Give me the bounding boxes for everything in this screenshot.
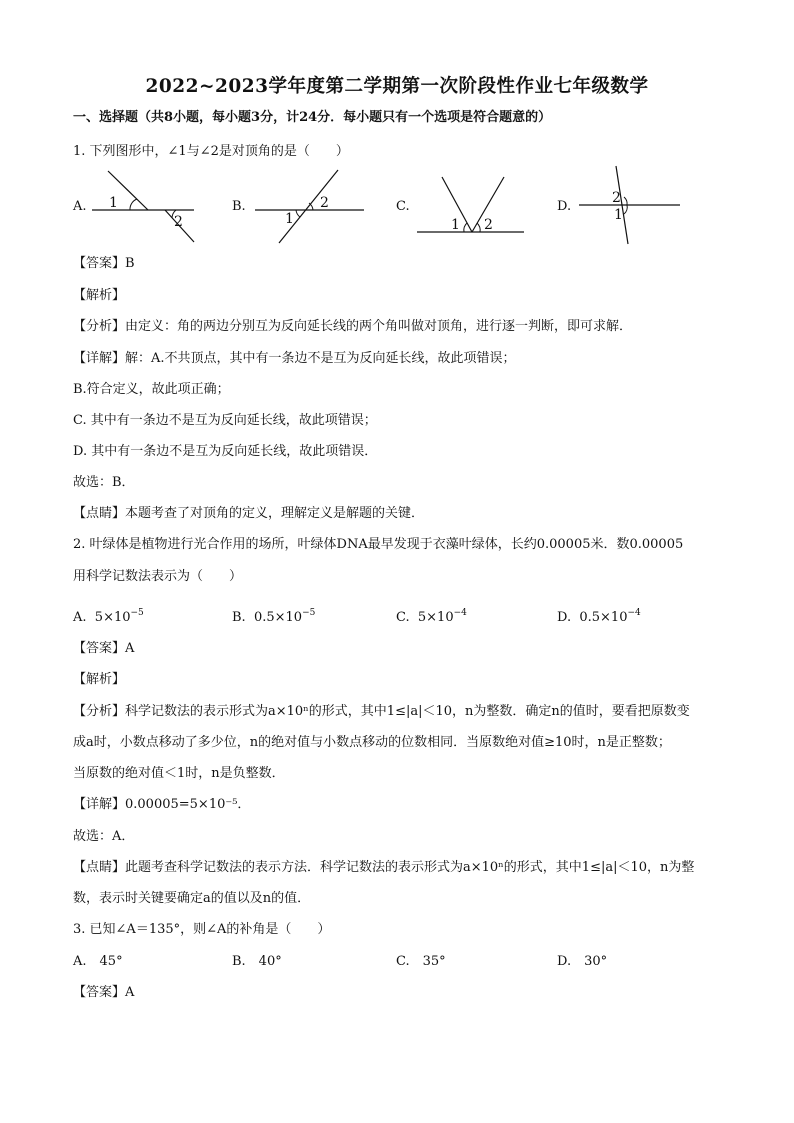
q2-option-c-exponent: −4 (453, 608, 467, 618)
q1-detail: 【详解】解：A.不共顶点，其中有一条边不是互为反向延长线，故此项错误； (73, 351, 516, 366)
q1-comment: 【点睛】本题考查了对顶角的定义，理解定义是解题的关键． (73, 506, 425, 521)
figure-c-angle-2: 2 (484, 217, 493, 233)
figure-d-angle-1: 1 (614, 207, 623, 223)
figure-b-arc-1 (296, 210, 300, 217)
q2-option-d (557, 604, 641, 627)
page-title: 2022~2023学年度第二学期第一次阶段性作业七年级数学 (145, 76, 649, 97)
q2-option-d-base: 0.5×10 (579, 610, 628, 625)
q2-option-c-label: C. (396, 610, 410, 625)
q2-fenxi-line-1: 【分析】科学记数法的表示形式为a×10ⁿ的形式，其中1≤|a|＜10，n为整数．确定n的值时，要看把原数变 (73, 704, 690, 719)
figure-a-angle-1: 1 (109, 195, 118, 211)
q2-option-a-base: 5×10 (94, 610, 131, 625)
figure-c-arc-1 (464, 223, 467, 232)
figure-d-angle-2: 2 (612, 190, 621, 206)
q1-figure-b (252, 168, 372, 248)
q2-choose: 故选：A． (73, 829, 135, 844)
q2-option-b-base: 0.5×10 (253, 610, 303, 625)
q2-detail: 【详解】0.00005=5×10⁻⁵． (73, 797, 251, 812)
q2-comment-line-1: 【点睛】此题考查科学记数法的表示方法．科学记数法的表示形式为a×10ⁿ的形式，其中1≤|a|＜10，n为整 (73, 860, 695, 875)
q1-option-a-label: A. (73, 199, 87, 214)
q1-option-c-label: C. (396, 199, 410, 214)
q2-option-c (396, 604, 467, 627)
q2-answer: 【答案】A (73, 641, 135, 656)
q1-line-d: D. 其中有一条边不是互为反向延长线，故此项错误． (73, 444, 378, 459)
q3-option-a: A. 45° (73, 954, 123, 969)
q3-option-d: D. 30° (557, 954, 608, 969)
q1-answer: 【答案】B (73, 256, 135, 271)
q1-figure-c (414, 174, 530, 240)
q1-figure-d (576, 164, 686, 248)
q2-fenxi-line-2: 成a时，小数点移动了多少位，n的绝对值与小数点移动的位数相同．当原数绝对值≥10时，n是正整数； (73, 735, 671, 750)
q3-answer: 【答案】A (73, 985, 135, 1000)
figure-d-arc-2 (624, 197, 627, 205)
q1-option-b-label: B. (232, 199, 246, 214)
q3-stem: 3. 已知∠A＝135°，则∠A的补角是（ ） (73, 922, 331, 937)
q3-option-b: B. 40° (232, 954, 282, 969)
q1-option-d-label: D. (557, 199, 572, 214)
q2-stem-line-1: 2. 叶绿体是植物进行光合作用的场所，叶绿体DNA最早发现于衣藻叶绿体，长约0.00005米．数0.00005 (73, 537, 684, 552)
figure-d-arc-1 (624, 205, 627, 214)
q1-line-b: B.符合定义，故此项正确； (73, 382, 230, 397)
figure-c-arc-2 (477, 223, 480, 232)
q2-option-a-exponent: −5 (130, 608, 144, 618)
q2-option-a (73, 604, 144, 627)
q2-analysis-heading: 【解析】 (73, 672, 126, 687)
q2-option-b-label: B. (232, 610, 246, 625)
q2-comment-line-2: 数，表示时关键要确定a的值以及n的值． (73, 891, 311, 906)
q1-choose: 故选：B． (73, 475, 135, 490)
q2-option-a-label: A. (73, 610, 87, 625)
section-heading: 一、选择题（共8小题，每小题3分，计24分．每小题只有一个选项是符合题意的） (73, 110, 552, 125)
figure-b-slant-line (279, 170, 338, 243)
figure-a-arc-1 (130, 199, 137, 210)
q1-stem: 1. 下列图形中，∠1与∠2是对顶角的是（ ） (73, 144, 349, 159)
q3-option-c: C. 35° (396, 954, 446, 969)
q2-option-b (232, 604, 315, 627)
figure-c-angle-1: 1 (451, 217, 460, 233)
figure-a-angle-2: 2 (174, 214, 183, 230)
q1-fenxi: 【分析】由定义：角的两边分别互为反向延长线的两个角叫做对顶角，进行逐一判断，即可求解． (73, 319, 633, 334)
q2-option-c-base: 5×10 (417, 610, 454, 625)
q1-analysis-heading: 【解析】 (73, 288, 126, 303)
figure-b-angle-1: 1 (285, 211, 294, 227)
q1-figure-a (90, 168, 200, 248)
q2-option-d-label: D. (557, 610, 572, 625)
q2-stem-line-2: 用科学记数法表示为（ ） (73, 569, 243, 584)
q1-line-c: C. 其中有一条边不是互为反向延长线，故此项错误； (73, 413, 377, 428)
q2-fenxi-line-3: 当原数的绝对值＜1时，n是负整数． (73, 766, 285, 781)
q2-option-d-exponent: −4 (627, 608, 641, 618)
q2-option-b-exponent: −5 (302, 608, 316, 618)
figure-b-angle-2: 2 (320, 195, 329, 211)
